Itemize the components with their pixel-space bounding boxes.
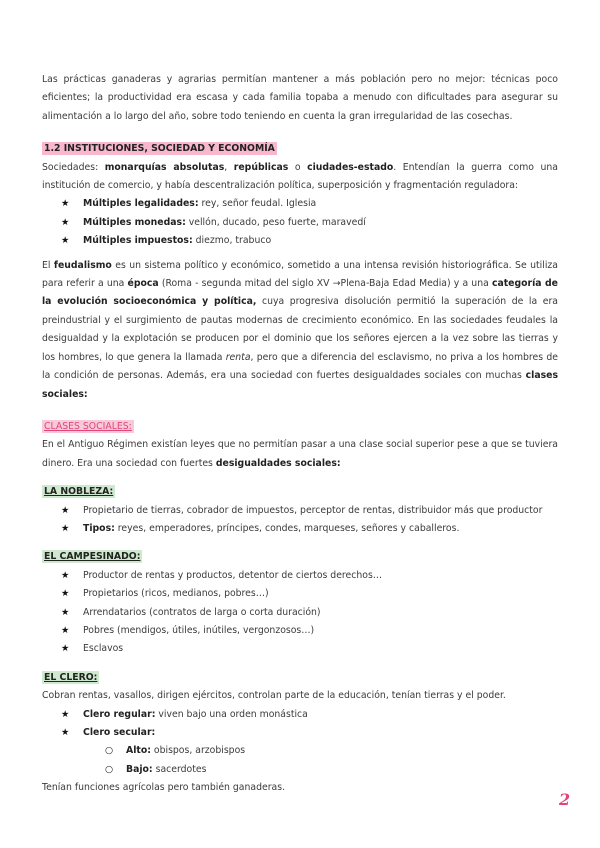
list-item: ★ Clero secular: — [61, 724, 558, 742]
clero-heading: EL CLERO: — [44, 671, 98, 683]
circle-bullet-icon: ○ — [105, 745, 114, 757]
sociedades-paragraph: Sociedades: monarquías absolutas, repúblicas o ciudades-estado. Entendían la guerra como una institución de comercio, y había descentralización política, superposición y fragmentación reguladora: — [42, 161, 558, 192]
star-bullet-icon: ★ — [61, 727, 70, 738]
clases-heading: CLASES SOCIALES: — [44, 420, 132, 432]
clero-secular-sublist — [42, 742, 558, 779]
list-item: ★ Productor de rentas y productos, detentor de ciertos derechos… — [61, 567, 558, 585]
star-bullet-icon: ★ — [61, 198, 70, 210]
document-body — [42, 71, 558, 798]
star-bullet-icon: ★ — [61, 606, 70, 618]
clero-outro: Tenían funciones agrícolas pero también ganaderas. — [42, 782, 286, 794]
multiples-list — [42, 195, 558, 250]
list-item: ★ Múltiples legalidades: rey, señor feudal. Iglesia — [61, 195, 558, 213]
clero-list — [42, 706, 558, 743]
star-bullet-icon: ★ — [61, 588, 70, 600]
star-bullet-icon: ★ — [61, 624, 70, 636]
list-item: ★ Tipos: reyes, emperadores, príncipes, condes, marqueses, señores y caballeros. — [61, 520, 558, 538]
star-bullet-icon: ★ — [61, 504, 70, 516]
star-bullet-icon: ★ — [61, 235, 70, 247]
circle-bullet-icon: ○ — [105, 763, 114, 775]
list-item: ★ Clero regular: viven bajo una orden monástica — [61, 706, 558, 724]
clases-paragraph: En el Antiguo Régimen existían leyes que no permitían pasar a una clase social superior pese a que se tuviera dinero. Era una sociedad con fuertes desigualdades sociales: — [42, 439, 558, 469]
list-item: ★ Propietarios (ricos, medianos, pobres…) — [61, 585, 558, 603]
list-item: ★ Múltiples impuestos: diezmo, trabuco — [61, 232, 558, 250]
nobleza-heading: LA NOBLEZA: — [44, 486, 114, 498]
campesinado-heading: EL CAMPESINADO: — [44, 551, 141, 563]
clero-intro: Cobran rentas, vasallos, dirigen ejércitos, controlan parte de la educación, tenían tierras y el poder. — [42, 690, 506, 702]
star-bullet-icon: ★ — [61, 569, 70, 581]
list-item: ★ Arrendatarios (contratos de larga o corta duración) — [61, 604, 558, 622]
star-bullet-icon: ★ — [61, 643, 70, 655]
campesinado-list — [42, 567, 558, 659]
list-item: ★ Múltiples monedas: vellón, ducado, peso fuerte, maravedí — [61, 214, 558, 232]
section-heading: 1.2 INSTITUCIONES, SOCIEDAD Y ECONOMÍA — [44, 143, 275, 155]
list-item: ★ Pobres (mendigos, útiles, inútiles, vergonzosos…) — [61, 622, 558, 640]
list-item: ○ Bajo: sacerdotes — [105, 761, 558, 779]
star-bullet-icon: ★ — [61, 522, 70, 534]
list-item: ○ Alto: obispos, arzobispos — [105, 742, 558, 760]
list-item: ★ Esclavos — [61, 640, 558, 658]
feudalismo-paragraph: El feudalismo es un sistema político y económico, sometido a una intensa revisión historiográfica. Se utiliza para referir a una época (Roma - segunda mitad del siglo XV →Plena-Baja Edad Media) y a una categoría de la evolución socioeconómica y política, cuya progresiva disolución permitió la superación de la era preindustrial y el surgimiento de pautas modernas de crecimiento económico. En las sociedades feudales la desigualdad y la explotación se producen por el dominio que los señores ejercen a la vez sobre las tierras y los hombres, lo que genera la llamada renta, pero que a diferencia del esclavismo, no priva a los hombres de la condición de personas. Además, era una sociedad con fuertes desigualdades sociales con muchas clases sociales: — [42, 259, 558, 400]
star-bullet-icon: ★ — [61, 708, 70, 720]
list-item: ★ Propietario de tierras, cobrador de impuestos, perceptor de rentas, distribuidor más que productor — [61, 502, 558, 520]
page-number: 2 — [559, 790, 571, 809]
star-bullet-icon: ★ — [61, 216, 70, 228]
nobleza-list — [42, 502, 558, 539]
intro-paragraph: Las prácticas ganaderas y agrarias permitían mantener a más población pero no mejor: técnicas poco eficientes; la productividad era escasa y cada familia topaba a menudo con dificultades para asegurar su alimentación a lo largo del año, sobre todo teniendo en cuenta la gran irregularidad de las cosechas. — [42, 74, 558, 122]
